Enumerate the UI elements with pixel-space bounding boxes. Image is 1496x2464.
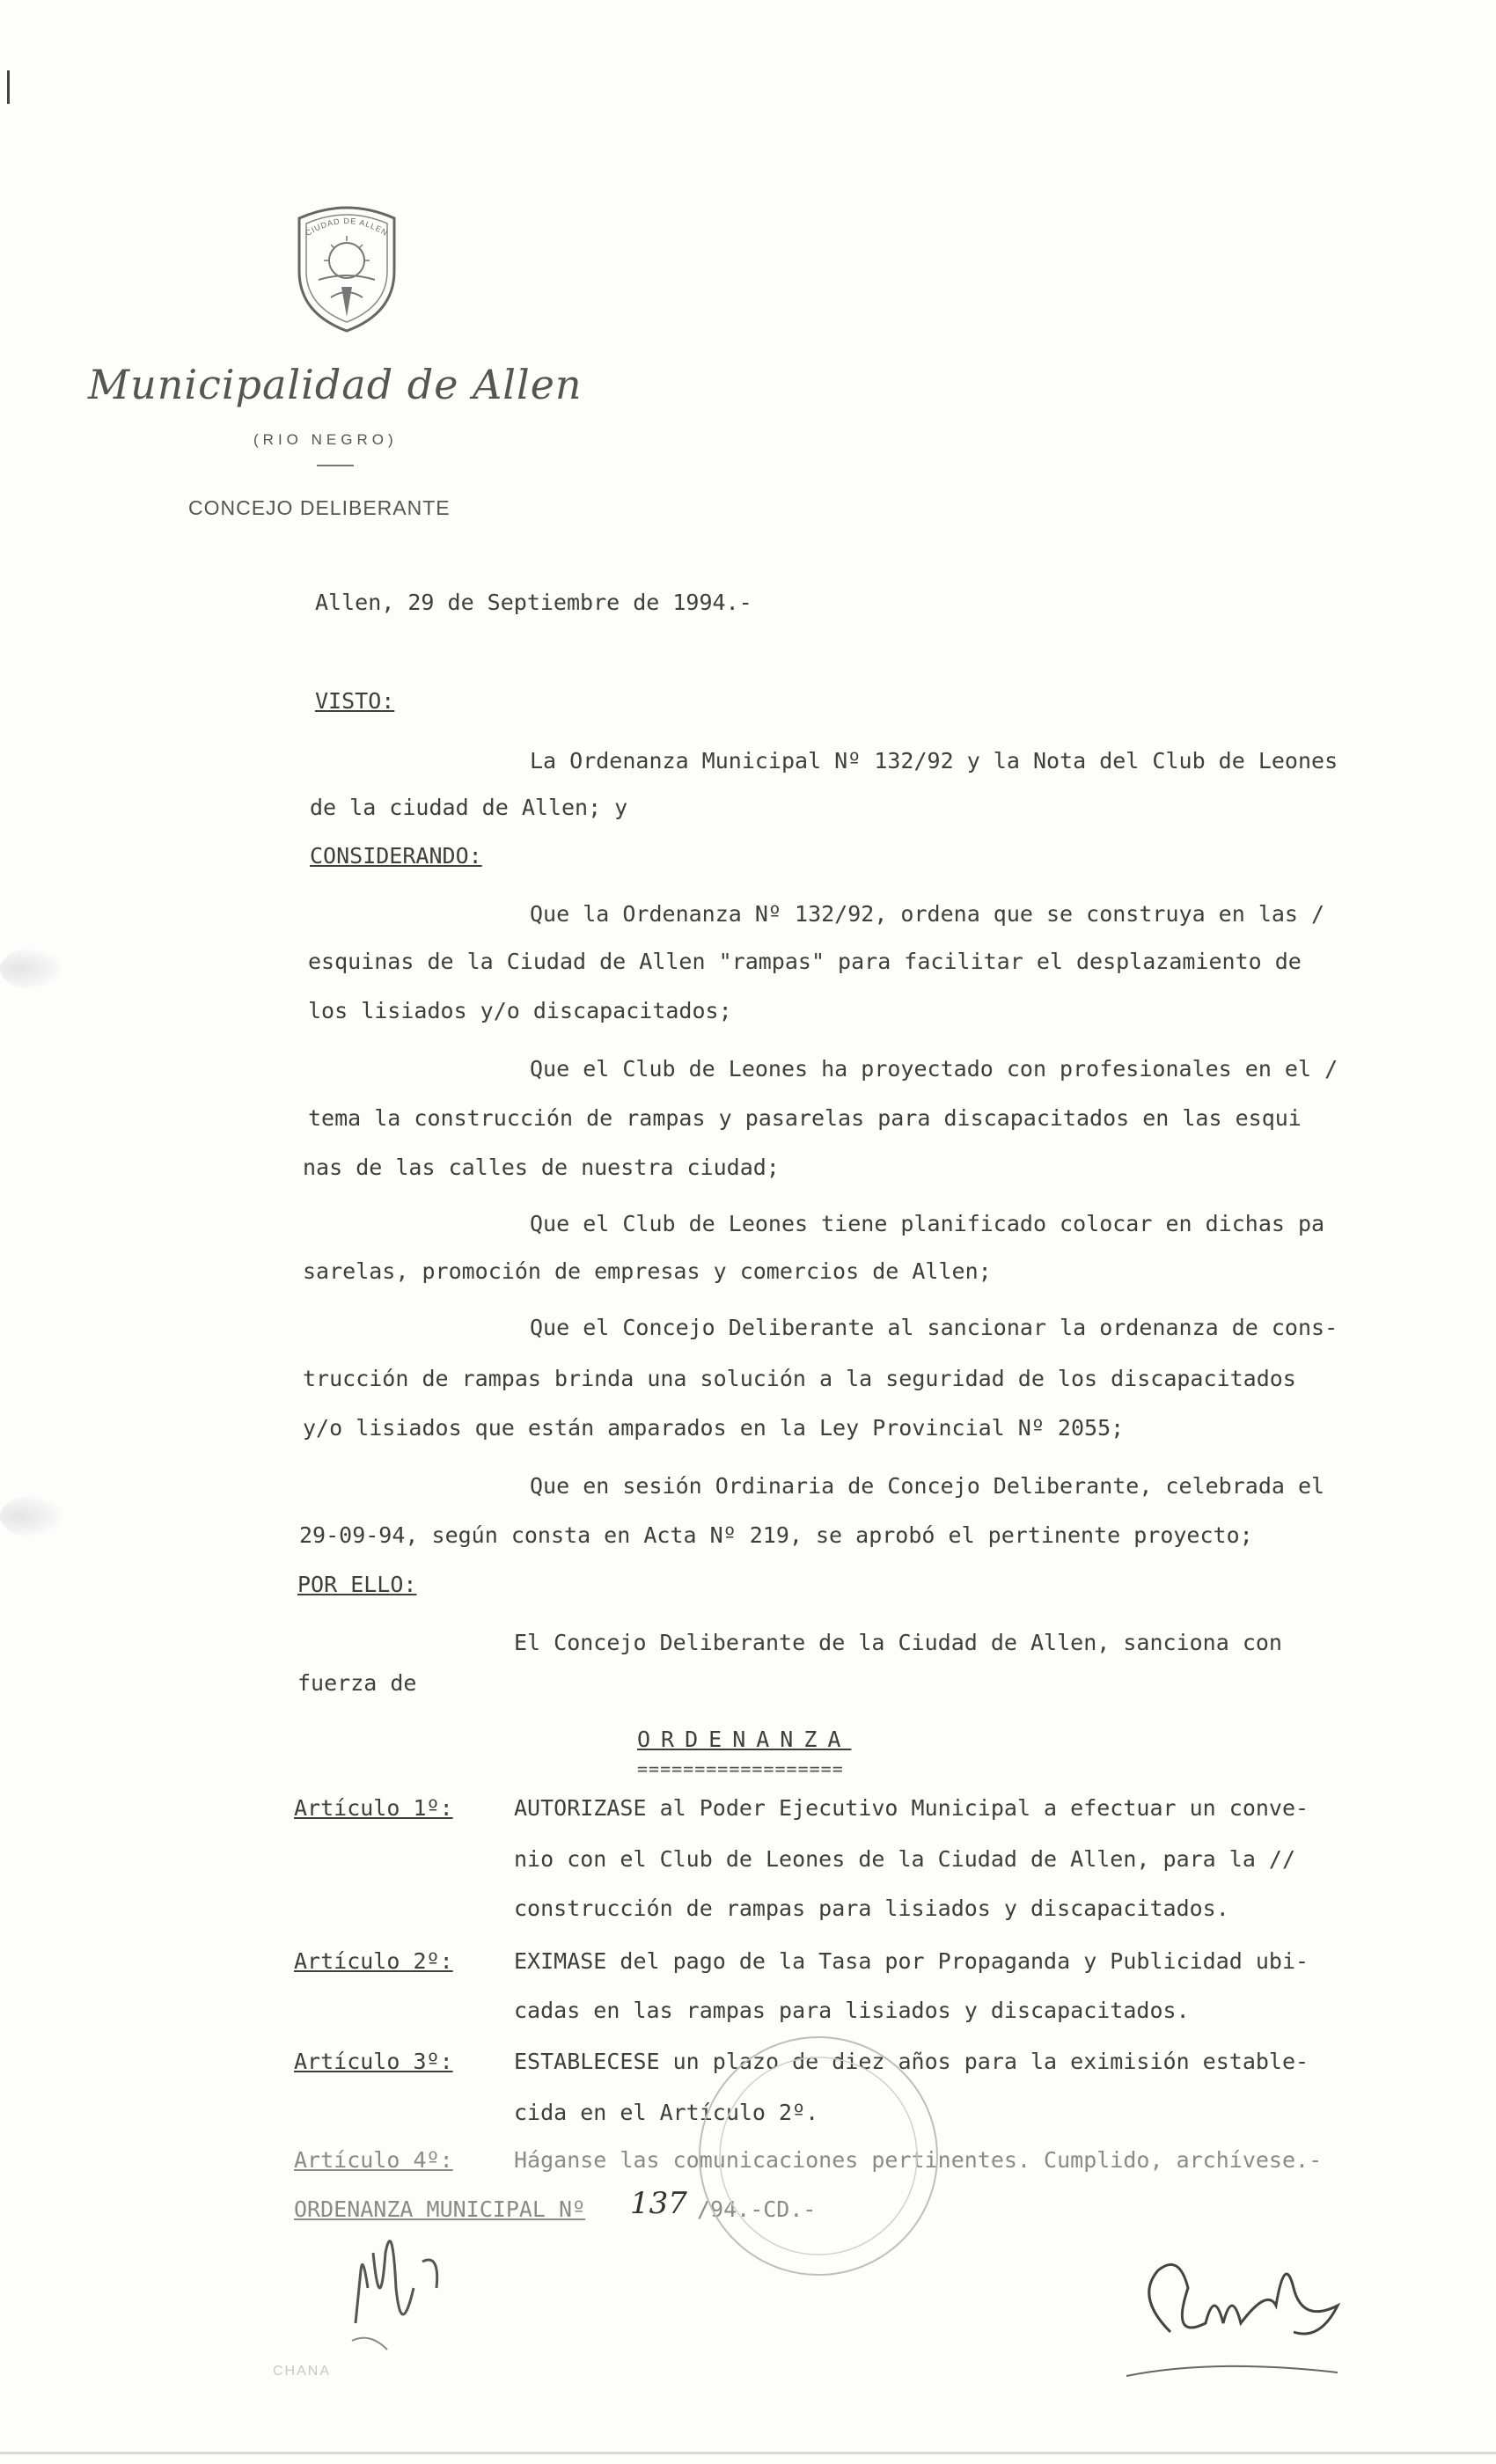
- article-label: Artículo 3º:: [294, 2049, 453, 2074]
- article-line: EXIMASE del pago de la Tasa por Propaganda y Publicidad ubi-: [514, 1948, 1309, 1974]
- considerando-line: trucción de rampas brinda una solución a la seguridad de los discapacitados: [303, 1366, 1296, 1391]
- visto-line: La Ordenanza Municipal Nº 132/92 y la Nota del Club de Leones: [530, 748, 1338, 774]
- municipal-crest-icon: [292, 202, 401, 334]
- crest-inscription: CIUDAD DE ALLEN: [304, 216, 390, 238]
- considerando-line: y/o lisiados que están amparados en la Ley Provincial Nº 2055;: [303, 1415, 1125, 1441]
- article-line: Háganse las comunicaciones pertinentes. Cumplido, archívese.-: [514, 2147, 1323, 2173]
- ordenanza-title: ORDENANZA: [637, 1727, 852, 1752]
- date-line: Allen, 29 de Septiembre de 1994.-: [315, 590, 752, 615]
- considerando-line: Que el Club de Leones ha proyectado con profesionales en el /: [530, 1056, 1338, 1082]
- council-name: CONCEJO DELIBERANTE: [188, 496, 451, 519]
- scan-bottom-edge: [0, 2452, 1496, 2454]
- hole-punch-shadow: [0, 949, 62, 989]
- ordinance-number-suffix: /94.-CD.-: [697, 2196, 817, 2222]
- considerando-heading: CONSIDERANDO:: [310, 843, 482, 869]
- article-line: ESTABLECESE un plazo de diez años para la eximisión estable-: [514, 2049, 1309, 2074]
- sanciona-line: fuerza de: [297, 1670, 417, 1696]
- scan-edge-mark: [7, 70, 10, 104]
- visto-heading: VISTO:: [315, 688, 395, 714]
- article-line: AUTORIZASE al Poder Ejecutivo Municipal a efectuar un conve-: [514, 1795, 1309, 1821]
- article-line: cida en el Artículo 2º.: [514, 2100, 819, 2125]
- ordinance-number-handwritten: 137: [630, 2186, 687, 2221]
- article-line: nio con el Club de Leones de la Ciudad de Allen, para la //: [514, 1846, 1296, 1872]
- ordenanza-double-rule: ==================: [637, 1758, 844, 1779]
- considerando-line: sarelas, promoción de empresas y comercios de Allen;: [303, 1258, 992, 1284]
- hole-punch-shadow: [0, 1496, 62, 1536]
- considerando-line: tema la construcción de rampas y pasarelas para discapacitados en las esqui: [308, 1105, 1302, 1131]
- considerando-line: Que el Concejo Deliberante al sancionar la ordenanza de cons-: [530, 1315, 1338, 1340]
- article-label: Artículo 2º:: [294, 1948, 453, 1974]
- header-divider: [317, 465, 354, 466]
- considerando-line: los lisiados y/o discapacitados;: [308, 998, 732, 1023]
- province-name: (RIO NEGRO): [253, 431, 398, 448]
- considerando-line: Que la Ordenanza Nº 132/92, ordena que se construya en las /: [530, 901, 1325, 927]
- considerando-line: Que el Club de Leones tiene planificado colocar en dichas pa: [530, 1211, 1325, 1236]
- por-ello-heading: POR ELLO:: [297, 1572, 417, 1597]
- sanciona-line: El Concejo Deliberante de la Ciudad de Allen, sanciona con: [514, 1630, 1282, 1655]
- considerando-line: nas de las calles de nuestra ciudad;: [303, 1155, 780, 1180]
- visto-line: de la ciudad de Allen; y: [310, 795, 628, 820]
- article-line: construcción de rampas para lisiados y discapacitados.: [514, 1896, 1229, 1921]
- municipality-name: Municipalidad de Allen: [88, 361, 583, 408]
- considerando-line: esquinas de la Ciudad de Allen "rampas" para facilitar el desplazamiento de: [308, 949, 1302, 974]
- considerando-line: Que en sesión Ordinaria de Concejo Deliberante, celebrada el: [530, 1473, 1325, 1499]
- article-line: cadas en las rampas para lisiados y discapacitados.: [514, 1998, 1190, 2023]
- considerando-line: 29-09-94, según consta en Acta Nº 219, se aprobó el pertinente proyecto;: [299, 1522, 1253, 1548]
- article-label: Artículo 1º:: [294, 1795, 453, 1821]
- article-label: Artículo 4º:: [294, 2147, 453, 2173]
- stamp-faint-text: CHANA: [273, 2364, 332, 2379]
- ordinance-number-prefix: ORDENANZA MUNICIPAL Nº: [294, 2196, 586, 2222]
